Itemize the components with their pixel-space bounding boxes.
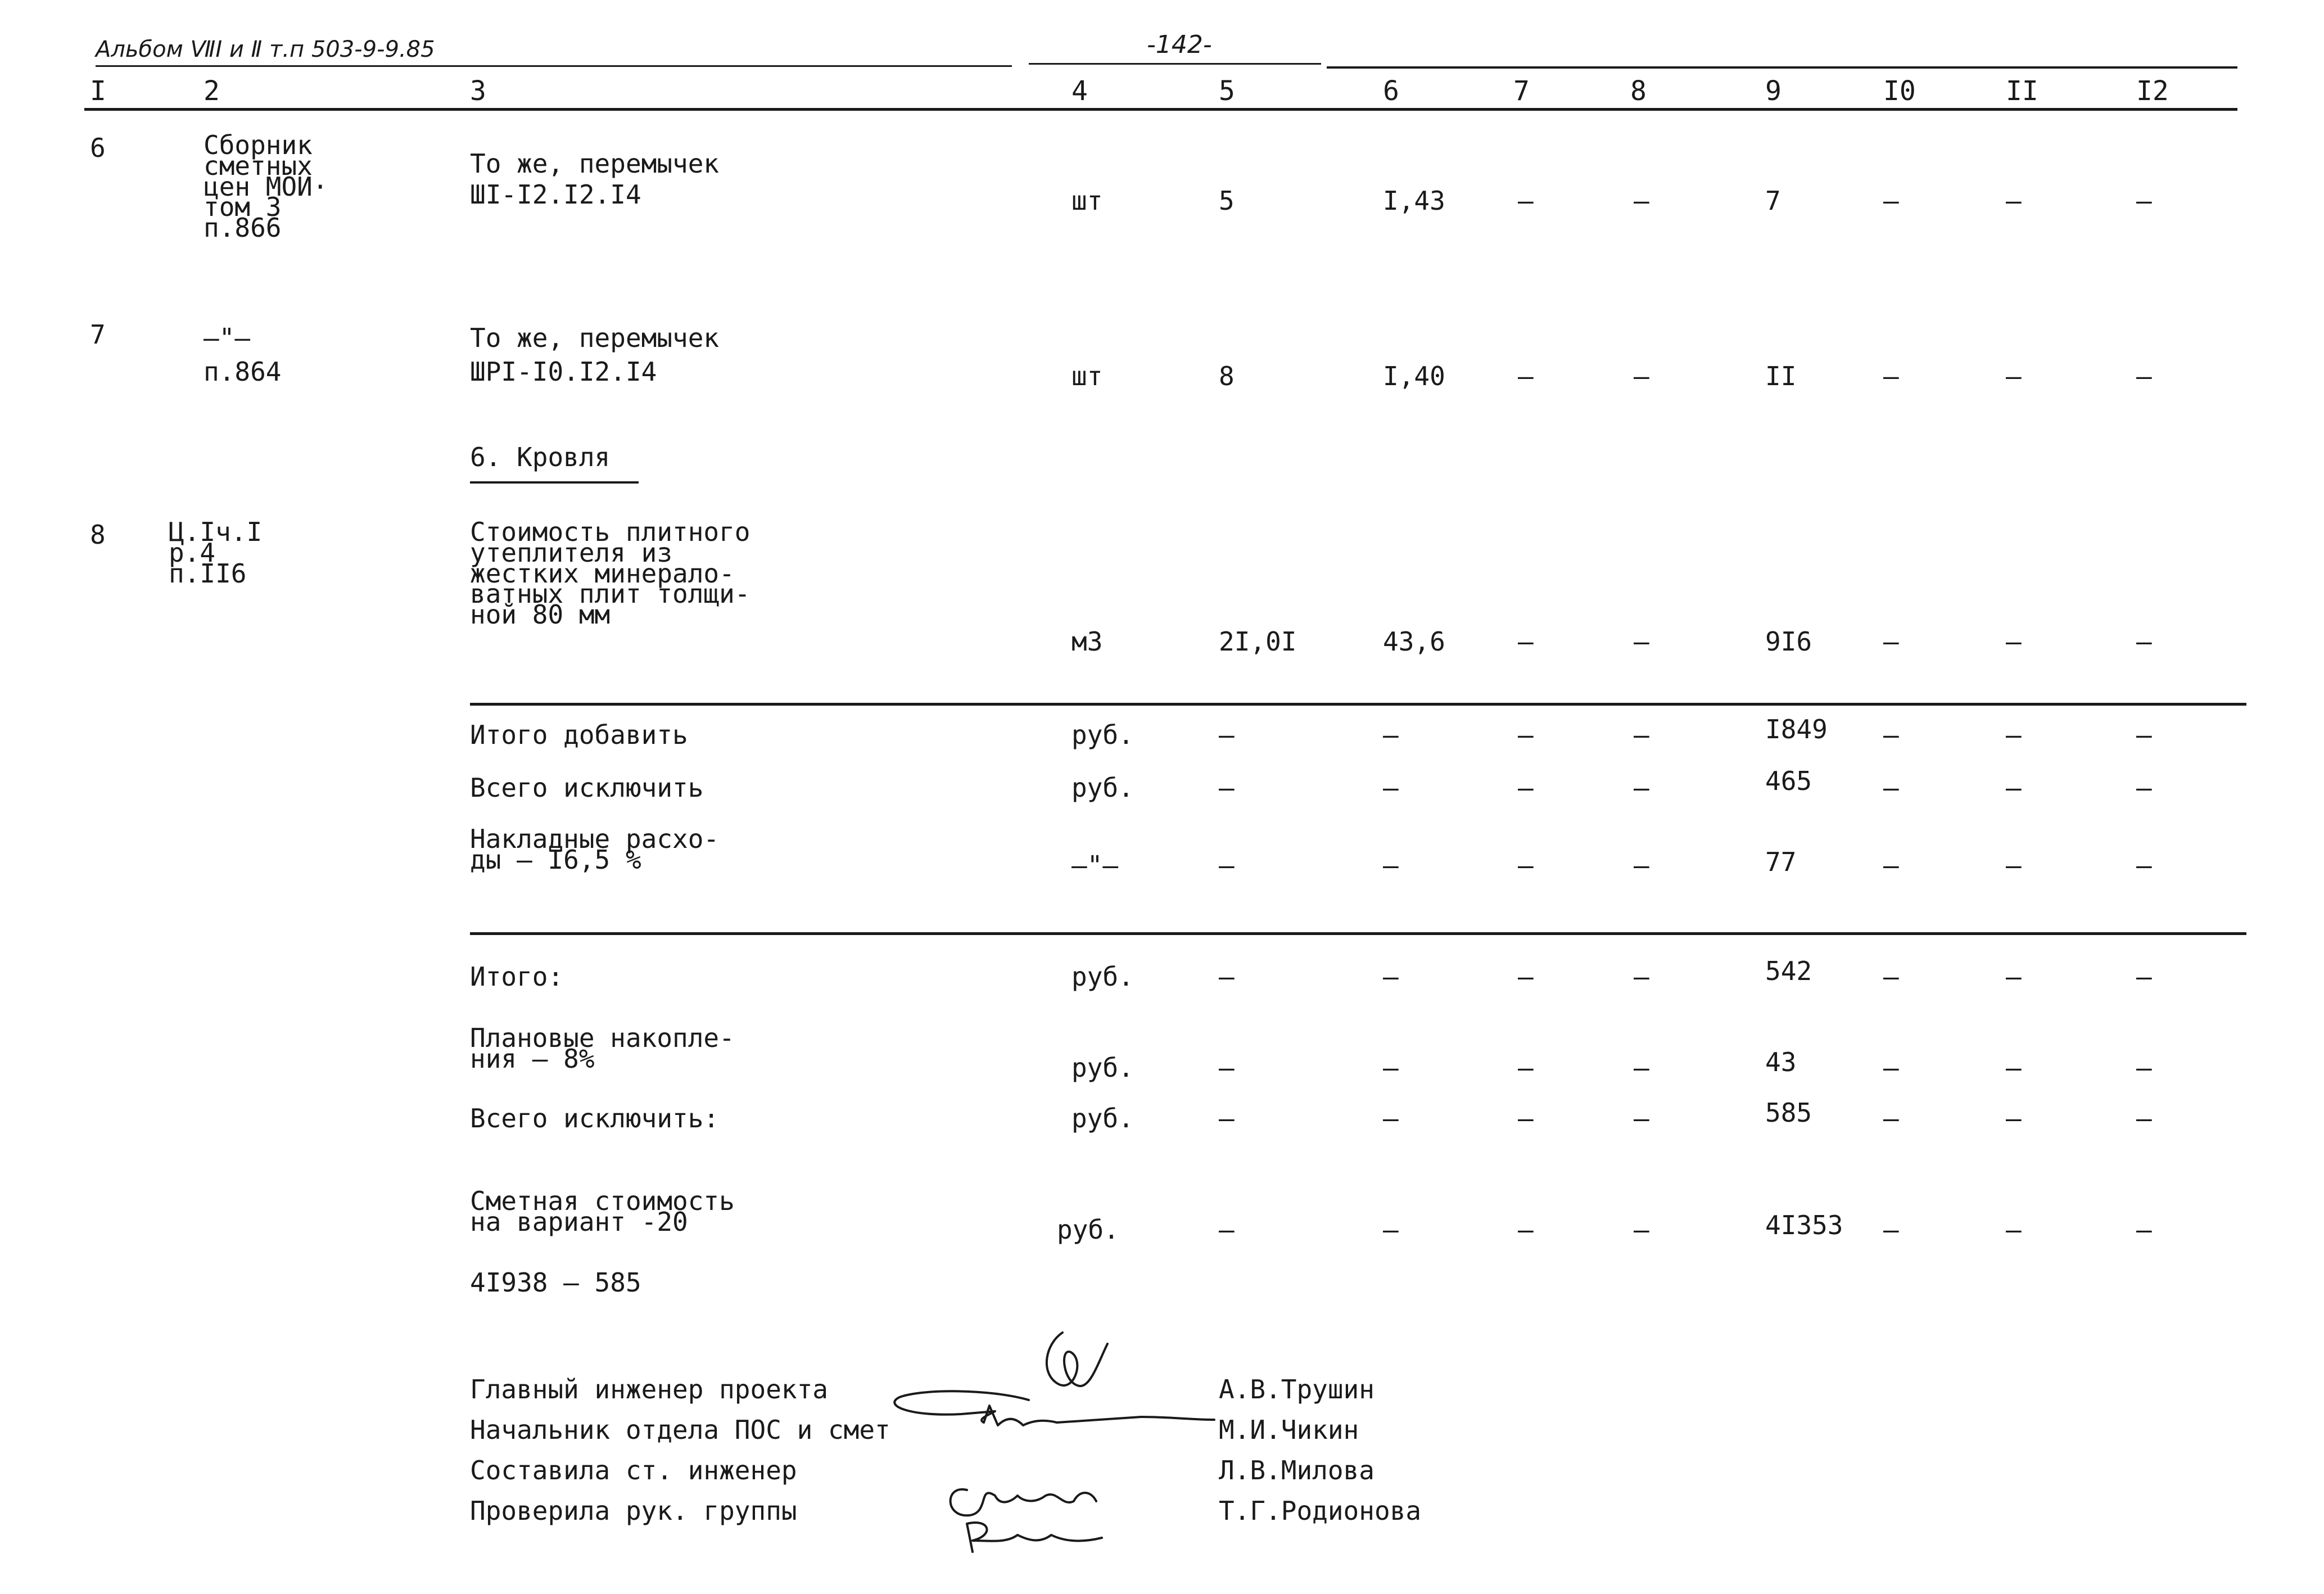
total-col-8: – [1634, 1214, 1649, 1245]
total-col-7: – [1518, 720, 1534, 750]
total-unit: руб. [1071, 1103, 1134, 1134]
total-col-5: – [1219, 720, 1235, 750]
column-header-rule [84, 108, 2237, 111]
total-col-6: – [1383, 850, 1399, 880]
total-col-8: – [1634, 773, 1649, 803]
total-col-12: – [2136, 1214, 2152, 1245]
row-col-5: 2I,0I [1219, 626, 1297, 657]
row-col-6: I,40 [1383, 361, 1445, 391]
row-unit: шт [1071, 361, 1103, 391]
col-header-5: 5 [1219, 75, 1235, 107]
row-col-9: 7 [1765, 186, 1781, 216]
total-unit: руб. [1071, 720, 1134, 750]
signature-name: А.В.Трушин [1219, 1374, 1374, 1405]
row-col-10: – [1883, 361, 1899, 391]
row-col-5: 5 [1219, 186, 1235, 216]
header-underline-middle [1029, 63, 1321, 65]
total-col-7: – [1518, 1053, 1534, 1083]
col-header-9: 9 [1765, 75, 1782, 107]
total-col-5: – [1219, 961, 1235, 992]
section-heading-underline [470, 481, 639, 484]
row-col-5: 8 [1219, 361, 1235, 391]
total-col-5: – [1219, 850, 1235, 880]
total-col-5: – [1219, 773, 1235, 803]
row-name: Стоимость плитного утеплителя из жестких минерало- ватных плит толщи- ной 80 мм [470, 517, 750, 630]
total-col-9: 465 [1765, 766, 1812, 796]
total-col-7: – [1518, 1103, 1534, 1134]
total-label: Итого добавить [470, 720, 688, 750]
row-name: То же, перемычек ШI-I2.I2.I4 [470, 148, 720, 210]
row-number: 6 [90, 133, 106, 163]
total-col-7: – [1518, 961, 1534, 992]
total-col-12: – [2136, 961, 2152, 992]
total-col-11: – [2006, 961, 2022, 992]
row-col-8: – [1634, 361, 1649, 391]
total-col-12: – [2136, 850, 2152, 880]
total-col-6: – [1383, 1214, 1399, 1245]
col-header-4: 4 [1071, 75, 1088, 107]
row-col-12: – [2136, 626, 2152, 657]
row-col-7: – [1518, 186, 1534, 216]
total-label: Плановые накопле- ния – 8% [470, 1023, 735, 1074]
row-col-12: – [2136, 361, 2152, 391]
row-source: Ц.Iч.I р.4 п.II6 [169, 517, 263, 589]
total-col-6: – [1383, 1103, 1399, 1134]
signature-trushin [1047, 1333, 1107, 1386]
total-col-9: 585 [1765, 1098, 1812, 1128]
total-col-7: – [1518, 773, 1534, 803]
total-col-10: – [1883, 1053, 1899, 1083]
signature-role: Составила ст. инженер [470, 1455, 797, 1485]
handwritten-signatures [877, 1321, 1226, 1557]
page-number: -142- [1147, 30, 1212, 59]
header-top-rule [1327, 66, 2237, 69]
total-col-8: – [1634, 1103, 1649, 1134]
col-header-11: II [2006, 75, 2038, 107]
col-header-10: I0 [1883, 75, 1916, 107]
total-unit: руб. [1071, 1053, 1134, 1083]
total-unit: руб. [1057, 1214, 1119, 1245]
total-col-9: 43 [1765, 1047, 1797, 1077]
album-reference: Альбом ⅦI и Ⅱ т.п 503-9-9.85 [96, 37, 435, 62]
total-col-12: – [2136, 1103, 2152, 1134]
section-heading: 6. Кровля [470, 442, 611, 472]
total-col-12: – [2136, 773, 2152, 803]
col-header-8: 8 [1630, 75, 1647, 107]
signature-name: Л.В.Милова [1219, 1455, 1374, 1485]
total-col-11: – [2006, 1214, 2022, 1245]
total-label: Итого: [470, 961, 564, 992]
totals-separator [470, 703, 2246, 706]
signature-role: Начальник отдела ПОС и смет [470, 1415, 890, 1445]
row-col-10: – [1883, 626, 1899, 657]
row-col-12: – [2136, 186, 2152, 216]
row-col-9: 9I6 [1765, 626, 1812, 657]
signature-milova [951, 1489, 1096, 1515]
total-col-6: – [1383, 961, 1399, 992]
row-col-11: – [2006, 361, 2022, 391]
totals-separator [470, 932, 2246, 935]
total-col-8: – [1634, 1053, 1649, 1083]
row-number: 7 [90, 319, 106, 350]
row-source: Сборник сметных цен МОИ· том 3 п.866 [204, 130, 328, 243]
row-name: То же, перемычек ШРI-I0.I2.I4 [470, 323, 720, 387]
total-col-7: – [1518, 850, 1534, 880]
total-col-10: – [1883, 773, 1899, 803]
row-unit: шт [1071, 186, 1103, 216]
row-unit: м3 [1071, 626, 1103, 657]
signature-name: М.И.Чикин [1219, 1415, 1359, 1445]
total-col-11: – [2006, 1053, 2022, 1083]
total-col-12: – [2136, 1053, 2152, 1083]
col-header-6: 6 [1383, 75, 1399, 107]
total-col-8: – [1634, 720, 1649, 750]
total-unit: руб. [1071, 773, 1134, 803]
total-col-10: – [1883, 1103, 1899, 1134]
total-col-6: – [1383, 720, 1399, 750]
signature-role: Главный инженер проекта [470, 1374, 828, 1405]
header-underline-left [96, 65, 1012, 67]
row-col-11: – [2006, 186, 2022, 216]
total-col-9: I849 [1765, 714, 1828, 744]
total-label: Накладные расхо- ды – I6,5 % [470, 824, 720, 875]
signature-role: Проверила рук. группы [470, 1496, 797, 1526]
total-col-5: – [1219, 1103, 1235, 1134]
total-col-11: – [2006, 850, 2022, 880]
col-header-2: 2 [204, 75, 220, 107]
total-col-8: – [1634, 961, 1649, 992]
total-col-5: – [1219, 1053, 1235, 1083]
col-header-3: 3 [470, 75, 486, 107]
total-col-7: – [1518, 1214, 1534, 1245]
total-col-11: – [2006, 720, 2022, 750]
row-col-7: – [1518, 361, 1534, 391]
row-col-8: – [1634, 626, 1649, 657]
total-col-6: – [1383, 773, 1399, 803]
total-col-8: – [1634, 850, 1649, 880]
total-unit: руб. [1071, 961, 1134, 992]
total-col-9: 4I353 [1765, 1210, 1843, 1240]
total-col-9: 542 [1765, 956, 1812, 986]
total-label: Сметная стоимость на вариант -20 [470, 1186, 735, 1237]
col-header-7: 7 [1513, 75, 1530, 107]
total-col-12: – [2136, 720, 2152, 750]
col-header-12: I2 [2136, 75, 2169, 107]
total-col-10: – [1883, 961, 1899, 992]
total-label: Всего исключить: [470, 1103, 720, 1134]
row-col-11: – [2006, 626, 2022, 657]
row-col-10: – [1883, 186, 1899, 216]
row-col-6: I,43 [1383, 186, 1445, 216]
row-col-7: – [1518, 626, 1534, 657]
row-col-6: 43,6 [1383, 626, 1445, 657]
row-number: 8 [90, 520, 106, 550]
total-col-10: – [1883, 1214, 1899, 1245]
total-col-10: – [1883, 720, 1899, 750]
signature-chikin [984, 1406, 1214, 1425]
col-header-1: I [90, 75, 106, 107]
row-source: –"– п.864 [204, 323, 282, 387]
signature-loop [894, 1391, 1029, 1423]
total-col-9: 77 [1765, 847, 1797, 877]
total-col-6: – [1383, 1053, 1399, 1083]
row-col-9: II [1765, 361, 1797, 391]
total-col-11: – [2006, 1103, 2022, 1134]
total-label: Всего исключить [470, 773, 704, 803]
total-col-11: – [2006, 773, 2022, 803]
total-unit: –"– [1071, 850, 1119, 880]
calculation-note: 4I938 – 585 [470, 1267, 641, 1298]
signature-rodionova [967, 1523, 1102, 1552]
total-col-5: – [1219, 1214, 1235, 1245]
row-col-8: – [1634, 186, 1649, 216]
signature-name: Т.Г.Родионова [1219, 1496, 1422, 1526]
total-col-10: – [1883, 850, 1899, 880]
